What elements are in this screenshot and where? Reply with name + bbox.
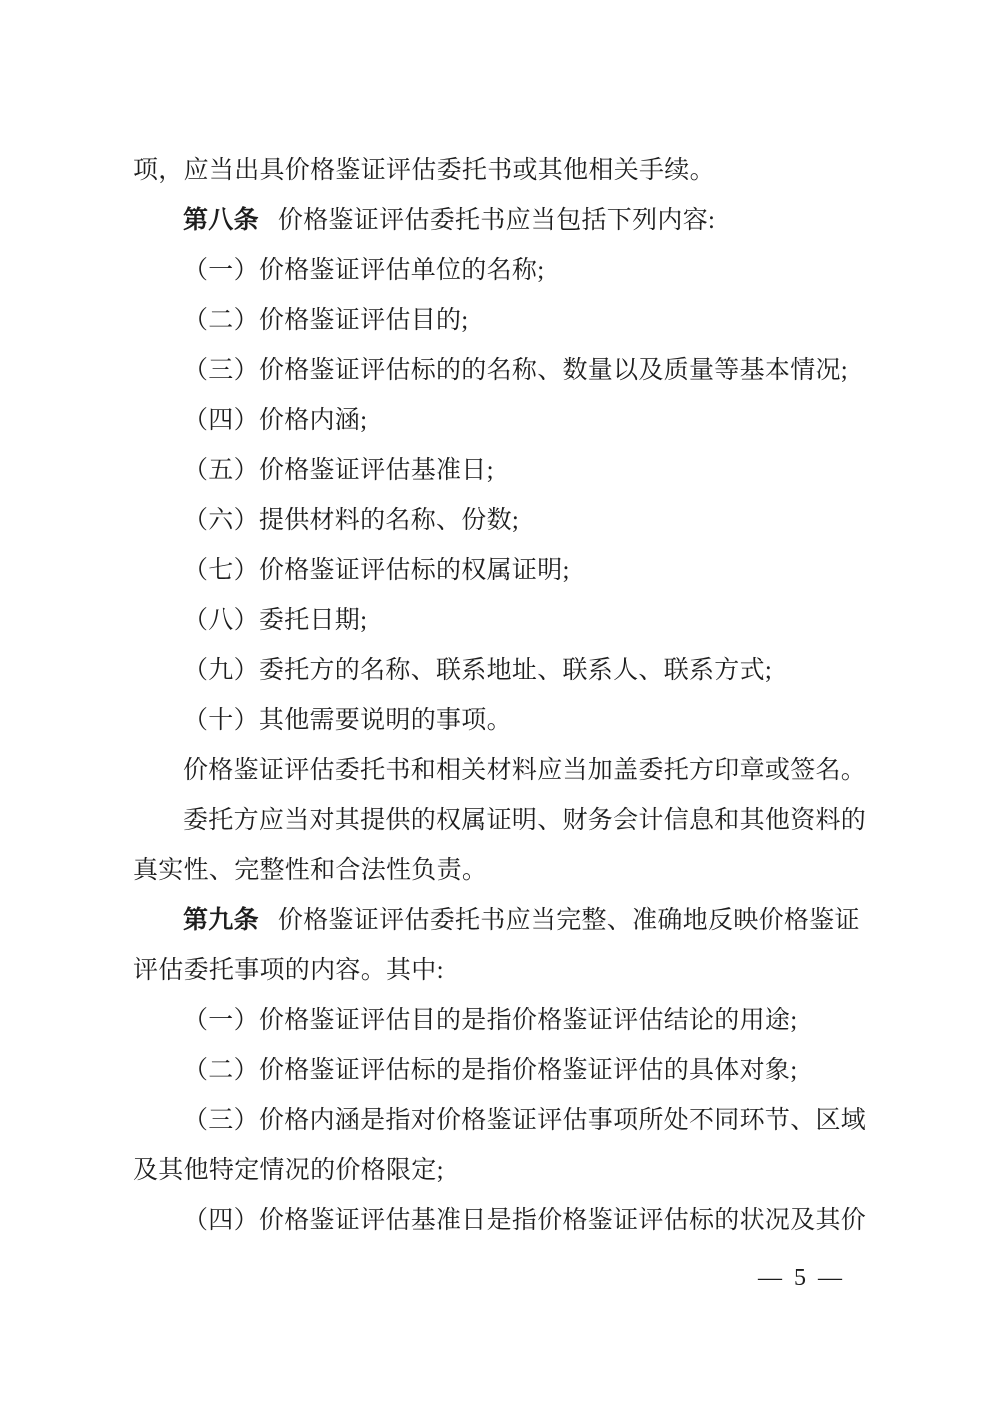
text-line [133,296,865,346]
line-text: 项，应当出具价格鉴证评估委托书或其他相关手续。 [133,157,715,184]
line-text: （九）委托方的名称、联系地址、联系人、联系方式; [183,657,773,684]
line-text: 价格鉴证评估委托书和相关材料应当加盖委托方印章或签名。 [183,757,867,784]
document-body [133,146,865,1246]
line-text: （二）价格鉴证评估标的是指价格鉴证评估的具体对象; [183,1057,798,1084]
text-line [133,1096,865,1146]
line-text: （七）价格鉴证评估标的权属证明; [183,557,570,584]
text-line [133,496,865,546]
text-line [133,1046,865,1096]
article-line [133,896,865,946]
article-number: 第九条 [183,907,259,934]
line-text: （三）价格内涵是指对价格鉴证评估事项所处不同环节、区域 [183,1107,867,1134]
text-line [133,146,865,196]
line-text: （三）价格鉴证评估标的的名称、数量以及质量等基本情况; [183,357,849,384]
line-text: （十）其他需要说明的事项。 [183,707,512,734]
text-line [133,546,865,596]
line-text: （五）价格鉴证评估基准日; [183,457,494,484]
text-line [133,1146,865,1196]
text-line [133,696,865,746]
line-text: （一）价格鉴证评估单位的名称; [183,257,545,284]
text-line [133,796,865,846]
text-line [133,596,865,646]
line-text: （四）价格内涵; [183,407,368,434]
line-text: 价格鉴证评估委托书应当包括下列内容: [277,207,716,234]
text-line [133,446,865,496]
text-line [133,1196,865,1246]
line-text: （二）价格鉴证评估目的; [183,307,469,334]
article-number: 第八条 [183,207,259,234]
text-line [133,346,865,396]
line-text: （八）委托日期; [183,607,368,634]
text-line [133,246,865,296]
line-text: 价格鉴证评估委托书应当完整、准确地反映价格鉴证 [277,907,860,934]
line-text: 委托方应当对其提供的权属证明、财务会计信息和其他资料的 [183,807,867,834]
line-text: 真实性、完整性和合法性负责。 [133,857,488,884]
line-text: （六）提供材料的名称、份数; [183,507,520,534]
line-text: （四）价格鉴证评估基准日是指价格鉴证评估标的状况及其价 [183,1207,867,1234]
text-line [133,396,865,446]
page-number: — 5 — [758,1265,845,1291]
text-line [133,746,865,796]
text-line [133,846,865,896]
text-line [133,996,865,1046]
line-text: 评估委托事项的内容。其中: [133,957,444,984]
text-line [133,646,865,696]
line-text: （一）价格鉴证评估目的是指价格鉴证评估结论的用途; [183,1007,798,1034]
text-line [133,946,865,996]
article-line [133,196,865,246]
line-text: 及其他特定情况的价格限定; [133,1157,444,1184]
